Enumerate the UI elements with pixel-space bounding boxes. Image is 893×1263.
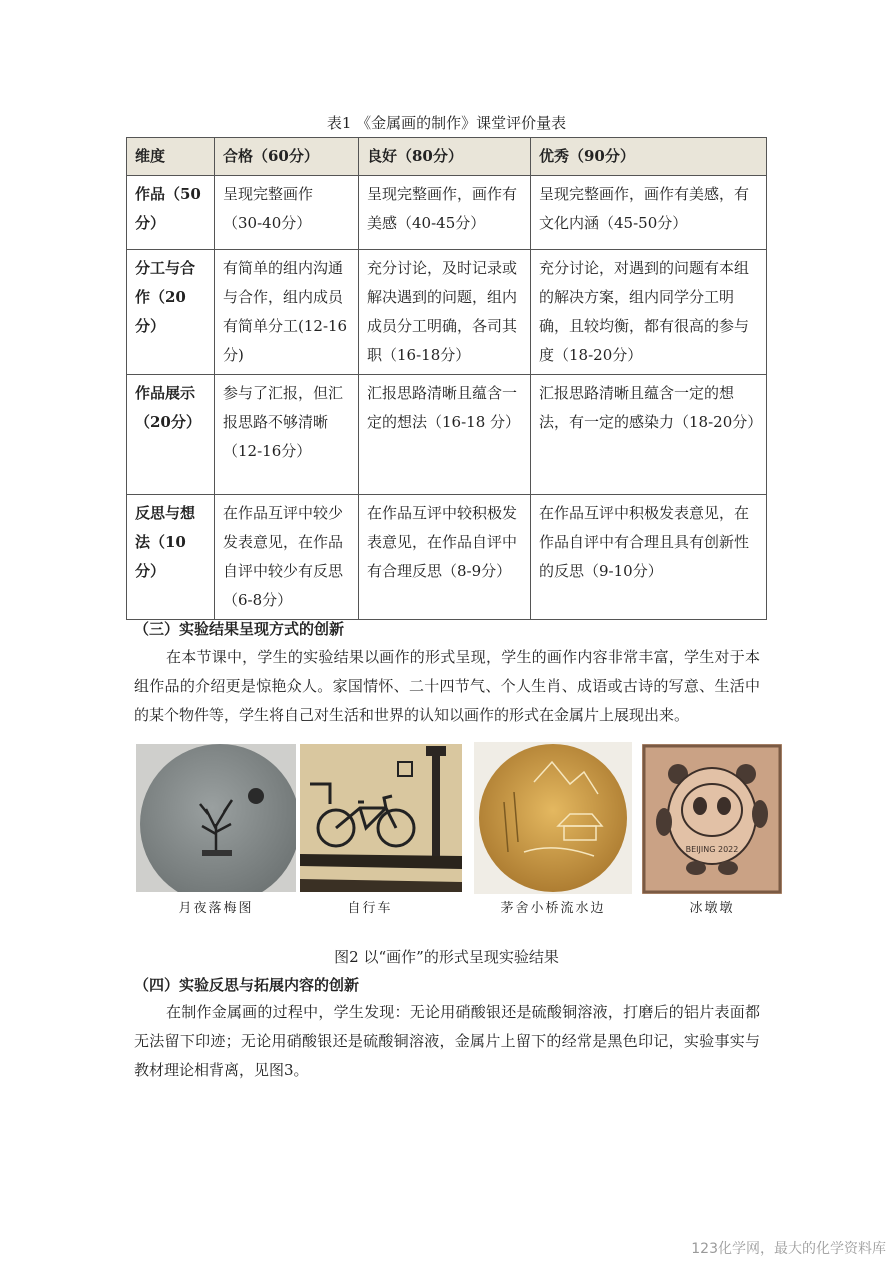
cell-good: 呈现完整画作，画作有美感（40-45分） <box>359 176 531 250</box>
panda-badge-text: BEIJING 2022 <box>685 845 739 854</box>
row-dimension: 作品展示（20分） <box>127 375 215 495</box>
table-row <box>127 495 767 620</box>
section-4-heading: （四）实验反思与拓展内容的创新 <box>134 976 360 994</box>
photo-label: 冰墩墩 <box>689 901 735 916</box>
cell-good: 充分讨论，及时记录或解决遇到的问题，组内成员分工明确，各司其职（16-18分） <box>359 250 531 375</box>
evaluation-table <box>126 137 767 620</box>
photo-bicycle <box>300 744 462 892</box>
cell-excellent: 汇报思路清晰且蕴含一定的想法，有一定的感染力（18-20分） <box>531 375 767 495</box>
table-header-row <box>127 138 767 176</box>
cell-good: 汇报思路清晰且蕴含一定的想法（16-18 分） <box>359 375 531 495</box>
cell-excellent: 充分讨论，对遇到的问题有本组的解决方案，组内同学分工明确，且较均衡，都有很高的参与度（18-20分） <box>531 250 767 375</box>
cell-pass: 在作品互评中较少发表意见，在作品自评中较少有反思（6-8分） <box>215 495 359 620</box>
cell-pass: 有简单的组内沟通与合作，组内成员有简单分工(12-16分) <box>215 250 359 375</box>
header-excellent: 优秀（90分） <box>531 138 767 176</box>
bicycle-drawing <box>300 744 462 892</box>
row-dimension: 反思与想法（10分） <box>127 495 215 620</box>
row-dimension: 分工与合作（20分） <box>127 250 215 375</box>
table-row <box>127 250 767 375</box>
photo-cottage <box>474 742 632 894</box>
table-row <box>127 375 767 495</box>
table-caption: 表1 《金属画的制作》课堂评价量表 <box>326 114 567 132</box>
row-dimension: 作品（50分） <box>127 176 215 250</box>
header-dimension: 维度 <box>127 138 215 176</box>
header-good: 良好（80分） <box>359 138 531 176</box>
section-3-heading: （三）实验结果呈现方式的创新 <box>134 620 345 638</box>
table-row <box>127 176 767 250</box>
cell-pass: 呈现完整画作（30-40分） <box>215 176 359 250</box>
cell-excellent: 在作品互评中积极发表意见，在作品自评中有合理且具有创新性的反思（9-10分） <box>531 495 767 620</box>
footer-watermark: 123化学网，最大的化学资料库 <box>691 1241 886 1257</box>
figure-caption: 图2 以“画作”的形式呈现实验结果 <box>334 948 559 966</box>
photo-label: 茅舍小桥流水边 <box>500 901 606 916</box>
panda-drawing <box>642 744 782 894</box>
photo-label: 自行车 <box>347 901 393 916</box>
header-pass: 合格（60分） <box>215 138 359 176</box>
cell-pass: 参与了汇报，但汇报思路不够清晰（12-16分） <box>215 375 359 495</box>
section-4-paragraph: 在制作金属画的过程中，学生发现：无论用硝酸银还是硫酸铜溶液，打磨后的铝片表面都无法留下印迹；无论用硝酸银还是硫酸铜溶液，金属片上留下的经常是黑色印记，实验事实与教材理论相背离，见图3。 <box>134 1003 760 1079</box>
photo-panda <box>642 744 782 894</box>
moon-plum-drawing <box>136 744 296 892</box>
section-3-paragraph: 在本节课中，学生的实验结果以画作的形式呈现，学生的画作内容非常丰富，学生对于本组作品的介绍更是惊艳众人。家国情怀、二十四节气、个人生肖、成语或古诗的写意、生活中的某个物件等，学生将自己对生活和世界的认知以画作的形式在金属片上展现出来。 <box>134 648 760 724</box>
photo-moon-plum <box>136 744 296 892</box>
cell-good: 在作品互评中较积极发表意见，在作品自评中有合理反思（8-9分） <box>359 495 531 620</box>
cottage-drawing <box>474 742 632 894</box>
photo-label: 月夜落梅图 <box>178 901 254 916</box>
cell-excellent: 呈现完整画作，画作有美感，有文化内涵（45-50分） <box>531 176 767 250</box>
